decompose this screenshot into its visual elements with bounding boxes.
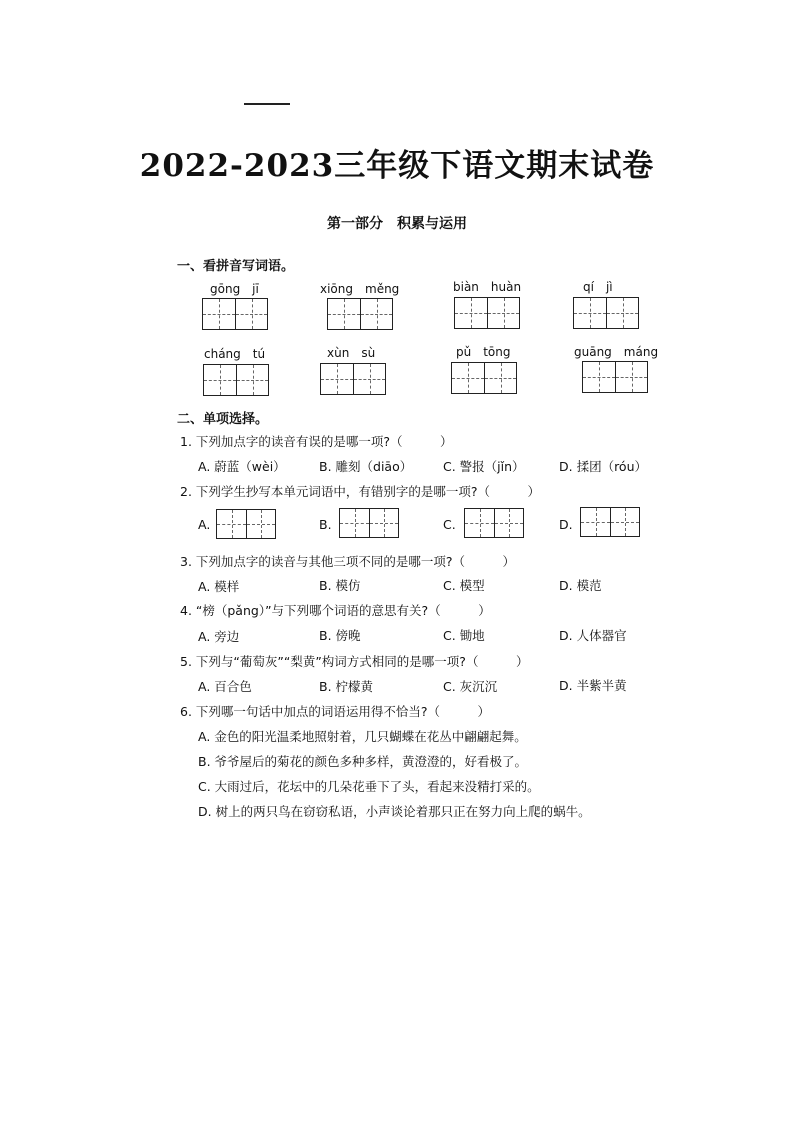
q2-option-b-grid <box>339 508 399 538</box>
pinyin-label: cháng tú <box>204 347 266 361</box>
q2-option-d[interactable]: D. <box>559 517 573 532</box>
header-rule <box>244 103 290 105</box>
q4-option-b[interactable]: B. 傍晚 <box>319 628 361 643</box>
q3-option-d[interactable]: D. 模范 <box>559 578 602 593</box>
pinyin-label: gōng jī <box>210 282 259 296</box>
writing-grid[interactable] <box>327 298 393 330</box>
pinyin-label: biàn huàn <box>453 280 522 294</box>
q6-option-d[interactable]: D. 树上的两只鸟在窃窃私语，小声谈论着那只正在努力向上爬的蜗牛。 <box>198 804 591 819</box>
pinyin-label: pǔ tōng <box>456 345 511 359</box>
writing-grid[interactable] <box>573 297 639 329</box>
q4-option-d[interactable]: D. 人体器官 <box>559 628 627 643</box>
q5-option-c[interactable]: C. 灰沉沉 <box>443 679 498 694</box>
q4-option-a[interactable]: A. 旁边 <box>198 629 240 644</box>
question-6: 6. 下列哪一句话中加点的词语运用得不恰当?（ ） <box>180 704 491 719</box>
question-2: 2. 下列学生抄写本单元词语中，有错别字的是哪一项?（ ） <box>180 484 541 499</box>
question-4: 4. “榜（pǎng）”与下列哪个词语的意思有关?（ ） <box>180 603 491 618</box>
q2-option-c-grid <box>464 508 524 538</box>
writing-grid[interactable] <box>203 364 269 396</box>
q3-option-a[interactable]: A. 模样 <box>198 579 240 594</box>
writing-grid[interactable] <box>451 362 517 394</box>
q5-option-a[interactable]: A. 百合色 <box>198 679 252 694</box>
q2-option-a-grid <box>216 509 276 539</box>
q5-option-b[interactable]: B. 柠檬黄 <box>319 679 374 694</box>
q3-option-c[interactable]: C. 模型 <box>443 578 485 593</box>
question-5: 5. 下列与“葡萄灰”“梨黄”构词方式相同的是哪一项?（ ） <box>180 654 529 669</box>
writing-grid[interactable] <box>582 361 648 393</box>
q6-option-a[interactable]: A. 金色的阳光温柔地照射着，几只蝴蝶在花丛中翩翩起舞。 <box>198 729 527 744</box>
pinyin-label: xùn sù <box>327 346 376 360</box>
q1-option-b[interactable]: B. 雕刻（diāo） <box>319 459 413 474</box>
q2-option-d-grid <box>580 507 640 537</box>
q6-option-b[interactable]: B. 爷爷屋后的菊花的颜色多种多样，黄澄澄的，好看极了。 <box>198 754 528 769</box>
writing-grid[interactable] <box>202 298 268 330</box>
question-1: 1. 下列加点字的读音有误的是哪一项?（ ） <box>180 434 453 449</box>
q1-option-c[interactable]: C. 警报（jǐn） <box>443 459 525 474</box>
pinyin-label: guāng máng <box>574 345 659 359</box>
section1-title: 一、看拼音写词语。 <box>177 259 295 274</box>
q5-option-d[interactable]: D. 半紫半黄 <box>559 678 627 693</box>
pinyin-label: qí jì <box>583 280 613 294</box>
q4-option-c[interactable]: C. 锄地 <box>443 628 485 643</box>
part-title: 第一部分 积累与运用 <box>327 216 467 232</box>
pinyin-label: xiōng měng <box>320 282 400 296</box>
q3-option-b[interactable]: B. 模仿 <box>319 578 361 593</box>
q2-option-c[interactable]: C. <box>443 517 456 532</box>
q1-option-a[interactable]: A. 蔚蓝（wèi） <box>198 459 286 474</box>
writing-grid[interactable] <box>320 363 386 395</box>
question-3: 3. 下列加点字的读音与其他三项不同的是哪一项?（ ） <box>180 554 516 569</box>
q1-option-d[interactable]: D. 揉团（róu） <box>559 459 648 474</box>
q2-option-a[interactable]: A. <box>198 517 211 532</box>
q6-option-c[interactable]: C. 大雨过后，花坛中的几朵花垂下了头，看起来没精打采的。 <box>198 779 540 794</box>
section2-title: 二、单项选择。 <box>177 412 269 427</box>
q2-option-b[interactable]: B. <box>319 517 332 532</box>
exam-title: 2022-2023三年级下语文期末试卷 <box>139 148 655 184</box>
writing-grid[interactable] <box>454 297 520 329</box>
